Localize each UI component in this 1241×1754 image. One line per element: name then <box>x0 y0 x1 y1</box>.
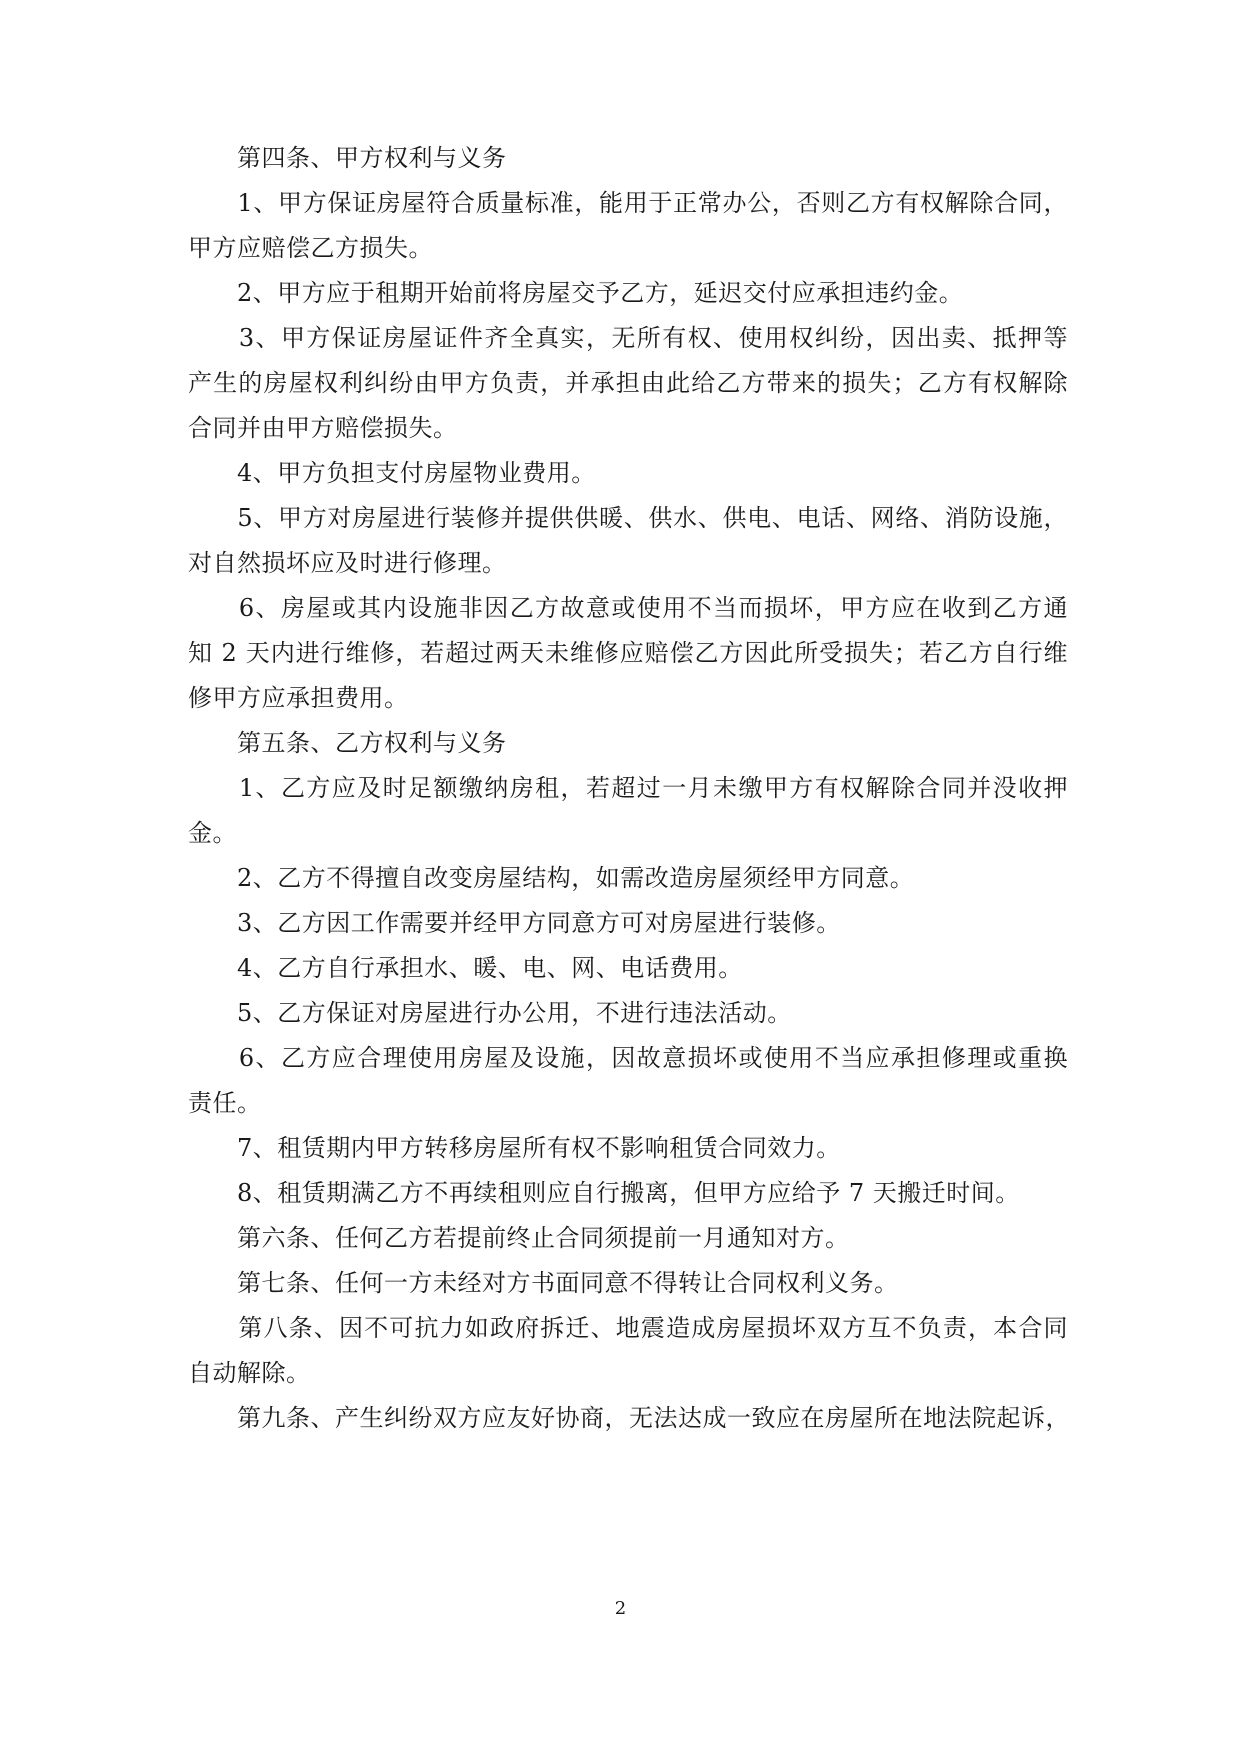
text-line: 合同并由甲方赔偿损失。 <box>188 414 458 442</box>
text-line: 第七条、任何一方未经对方书面同意不得转让合同权利义务。 <box>188 1269 899 1297</box>
text-line: 6、乙方应合理使用房屋及设施，因故意损坏或使用不当应承担修理或重换 <box>188 1044 1068 1072</box>
text-line: 1、乙方应及时足额缴纳房租，若超过一月未缴甲方有权解除合同并没收押 <box>188 774 1068 802</box>
text-line: 甲方应赔偿乙方损失。 <box>188 234 433 262</box>
text-line: 5、乙方保证对房屋进行办公用，不进行违法活动。 <box>188 999 792 1027</box>
text-line: 第九条、产生纠纷双方应友好协商，无法达成一致应在房屋所在地法院起诉， <box>188 1404 1070 1432</box>
text-line: 产生的房屋权利纠纷由甲方负责，并承担由此给乙方带来的损失；乙方有权解除 <box>188 369 1068 397</box>
text-line: 3、乙方因工作需要并经甲方同意方可对房屋进行装修。 <box>188 909 841 937</box>
text-line: 第八条、因不可抗力如政府拆迁、地震造成房屋损坏双方互不负责，本合同 <box>188 1314 1068 1342</box>
text-line: 5、甲方对房屋进行装修并提供供暖、供水、供电、电话、网络、消防设施， <box>188 504 1068 532</box>
text-line: 对自然损坏应及时进行修理。 <box>188 549 507 577</box>
text-line: 第四条、甲方权利与义务 <box>188 144 507 172</box>
text-line: 修甲方应承担费用。 <box>188 684 409 712</box>
text-line: 6、房屋或其内设施非因乙方故意或使用不当而损坏，甲方应在收到乙方通 <box>188 594 1068 622</box>
text-line: 第五条、乙方权利与义务 <box>188 729 507 757</box>
text-line: 8、租赁期满乙方不再续租则应自行搬离，但甲方应给予 7 天搬迁时间。 <box>188 1179 1020 1207</box>
text-line: 第六条、任何乙方若提前终止合同须提前一月通知对方。 <box>188 1224 850 1252</box>
text-line: 2、甲方应于租期开始前将房屋交予乙方，延迟交付应承担违约金。 <box>188 279 964 307</box>
text-line: 3、甲方保证房屋证件齐全真实，无所有权、使用权纠纷，因出卖、抵押等 <box>188 324 1068 352</box>
text-line: 4、乙方自行承担水、暖、电、网、电话费用。 <box>188 954 743 982</box>
page-number: 2 <box>614 1598 627 1619</box>
text-line: 知 2 天内进行维修，若超过两天未维修应赔偿乙方因此所受损失；若乙方自行维 <box>188 639 1068 667</box>
text-line: 7、租赁期内甲方转移房屋所有权不影响租赁合同效力。 <box>188 1134 841 1162</box>
text-line: 1、甲方保证房屋符合质量标准，能用于正常办公，否则乙方有权解除合同， <box>188 189 1068 217</box>
text-line: 2、乙方不得擅自改变房屋结构，如需改造房屋须经甲方同意。 <box>188 864 915 892</box>
text-line: 自动解除。 <box>188 1359 311 1387</box>
text-line: 金。 <box>188 819 237 847</box>
text-line: 责任。 <box>188 1089 262 1117</box>
text-line: 4、甲方负担支付房屋物业费用。 <box>188 459 596 487</box>
